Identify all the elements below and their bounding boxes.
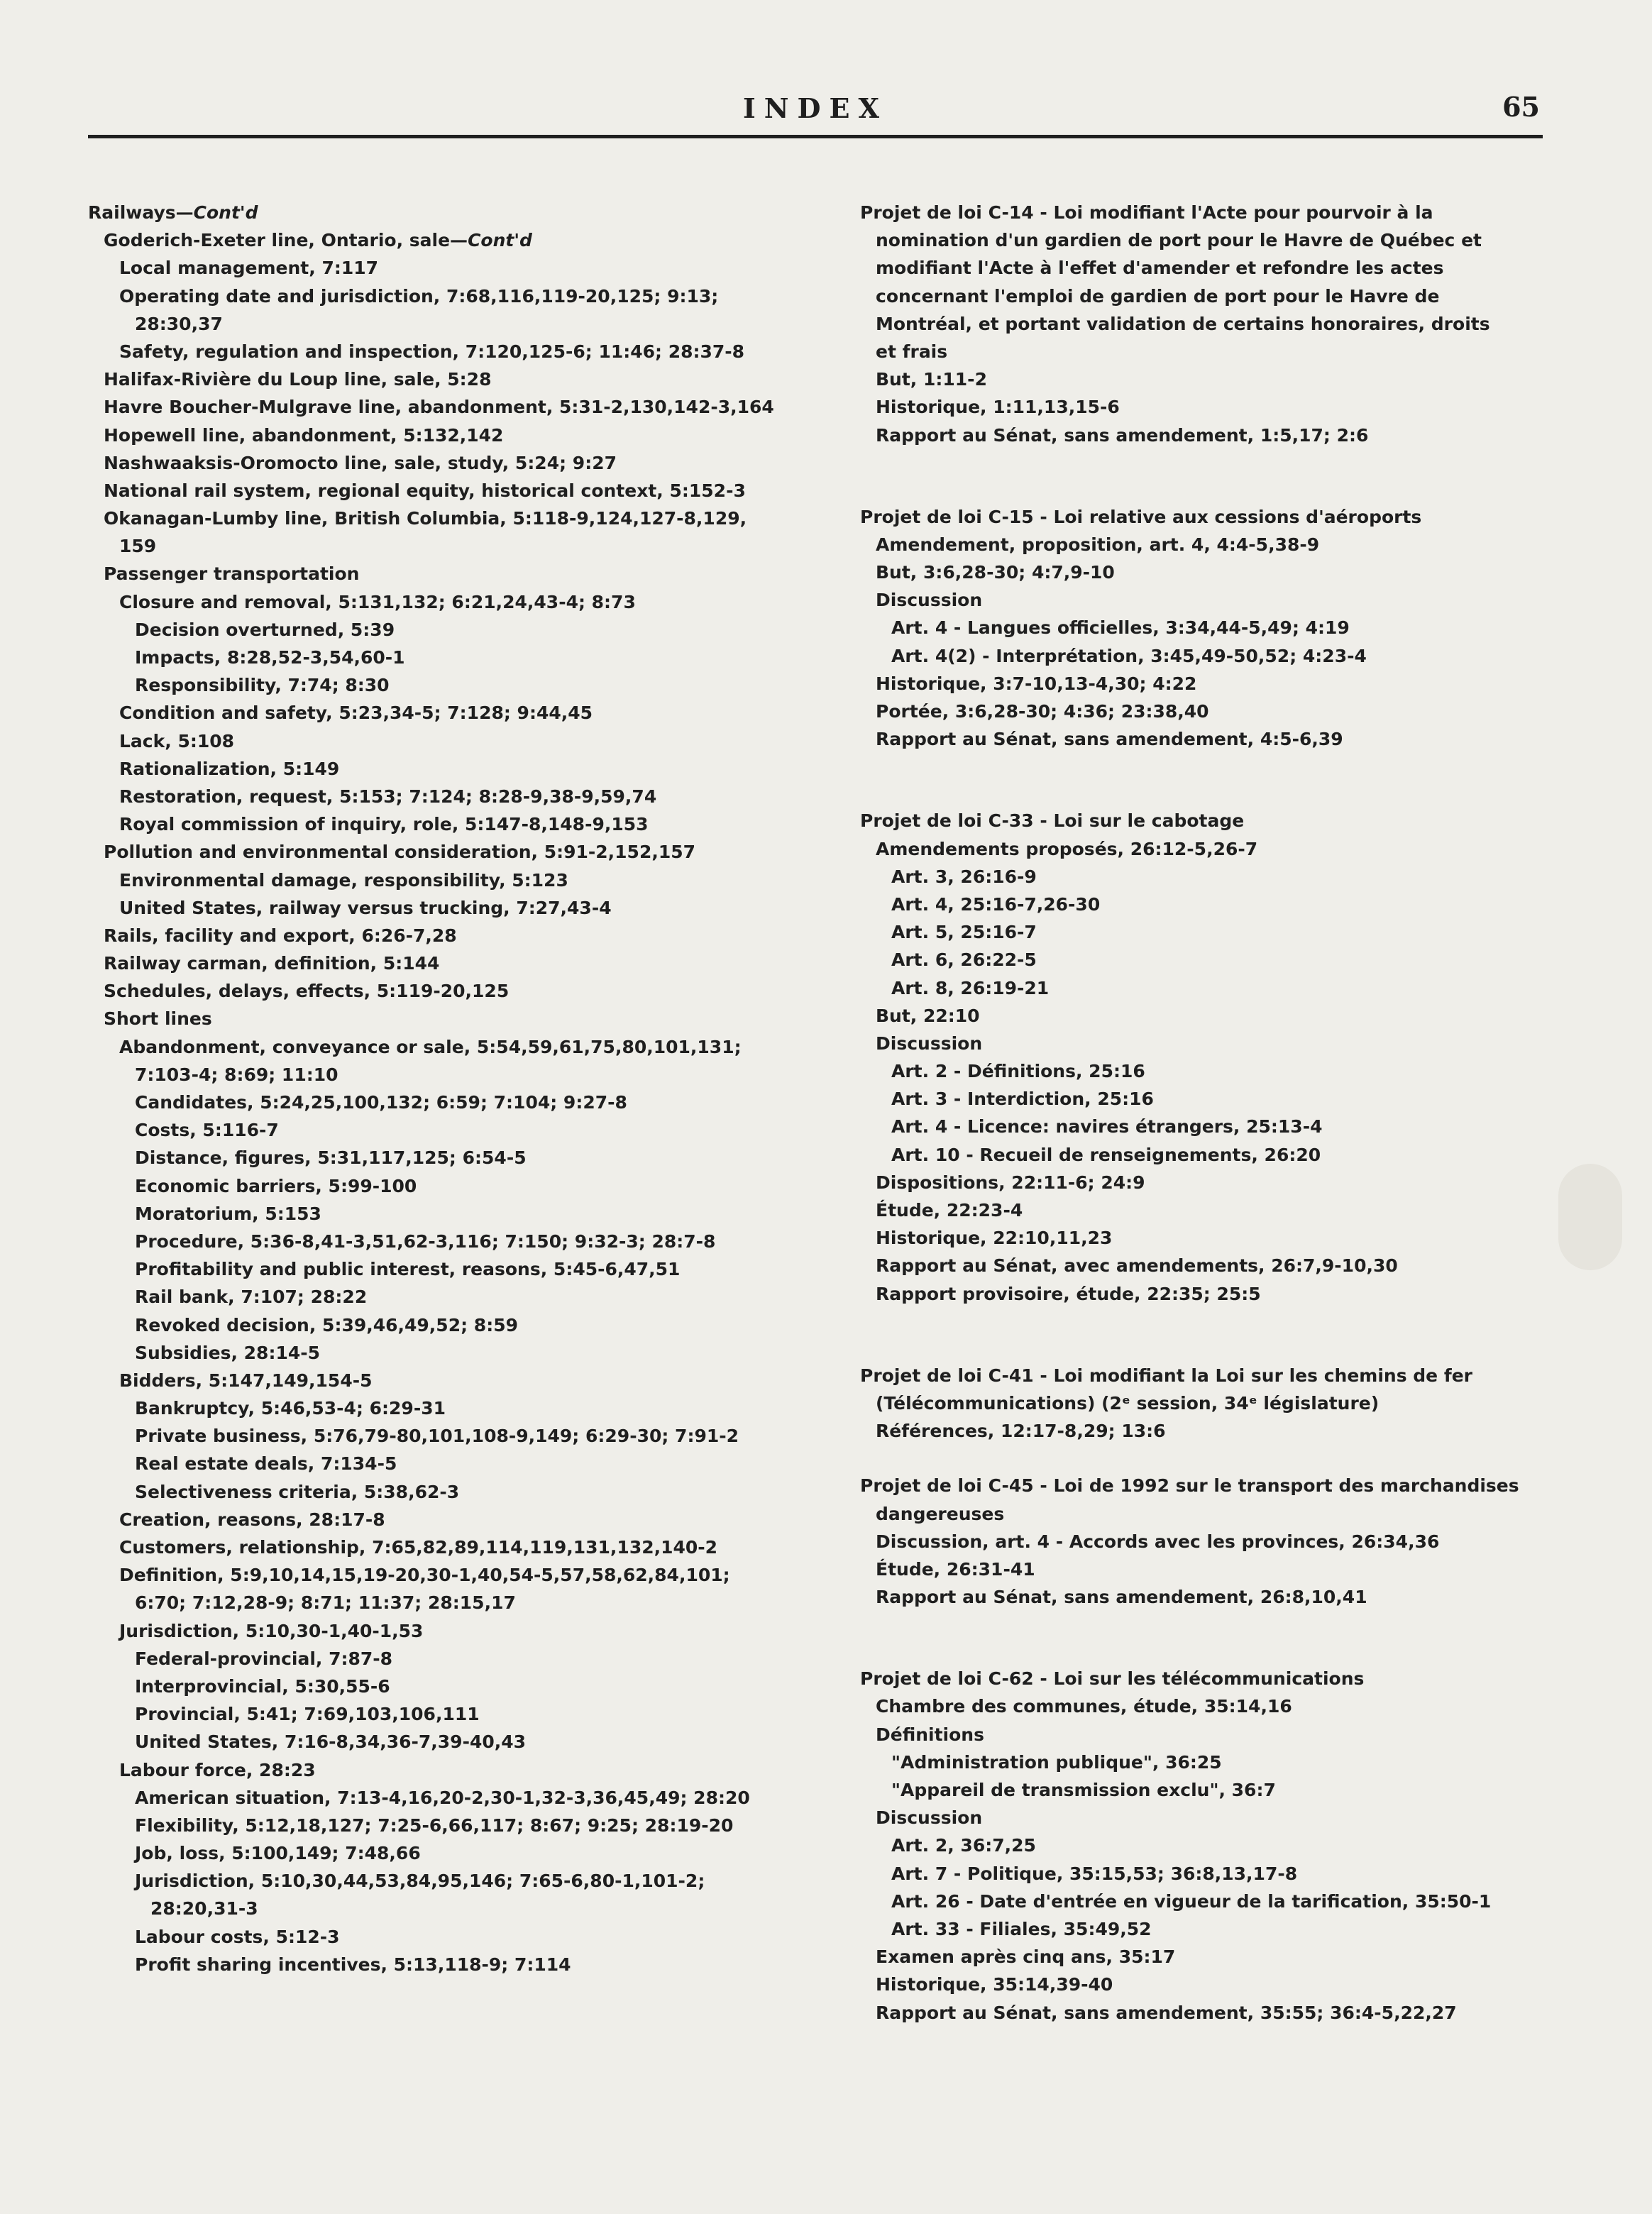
index-entry: "Appareil de transmission exclu", 36:7: [891, 1780, 1276, 1800]
index-entry-part: Railways—: [88, 202, 194, 223]
index-entry: Labour costs, 5:12-3: [135, 1926, 340, 1947]
index-entry: United States, railway versus trucking, 7:27,43-4: [119, 897, 612, 918]
index-heading-line: Projet de loi C-33 - Loi sur le cabotage: [860, 810, 1245, 832]
index-entry: Moratorium, 5:153: [135, 1203, 321, 1224]
index-entry: Art. 4 - Langues officielles, 3:34,44-5,49; 4:19: [891, 617, 1350, 639]
index-entry: Références, 12:17-8,29; 13:6: [876, 1421, 1166, 1442]
index-entry: Bidders, 5:147,149,154-5: [119, 1370, 373, 1391]
page-header: [88, 87, 1543, 136]
index-heading-line: Projet de loi C-15 - Loi relative aux cessions d'aéroports: [860, 506, 1422, 527]
index-entry: Customers, relationship, 7:65,82,89,114,119,131,132,140-2: [119, 1537, 718, 1558]
index-entry: Art. 4(2) - Interprétation, 3:45,49-50,52; 4:23-4: [891, 645, 1367, 666]
index-entry: Art. 7 - Politique, 35:15,53; 36:8,13,17-8: [891, 1863, 1298, 1884]
index-entry: Halifax-Rivière du Loup line, sale, 5:28: [104, 369, 492, 390]
index-entry: Art. 26 - Date d'entrée en vigueur de la tarification, 35:50-1: [891, 1890, 1492, 1912]
index-heading-line: Projet de loi C-45 - Loi de 1992 sur le transport des marchandises: [860, 1475, 1519, 1497]
index-entry: Examen après cinq ans, 35:17: [876, 1946, 1176, 1968]
index-entry: Provincial, 5:41; 7:69,103,106,111: [135, 1704, 480, 1725]
index-entry: Rapport au Sénat, sans amendement, 26:8,10,41: [876, 1587, 1367, 1608]
index-heading-line: Projet de loi C-62 - Loi sur les télécommunications: [860, 1668, 1365, 1690]
paper-stain: [1558, 1164, 1622, 1270]
header-rule: [88, 135, 1543, 138]
index-entry: But, 22:10: [876, 1005, 980, 1026]
index-entry: Chambre des communes, étude, 35:14,16: [876, 1696, 1292, 1717]
index-entry: [88, 199, 805, 226]
index-entry: Creation, reasons, 28:17-8: [119, 1509, 385, 1530]
index-entry: Interprovincial, 5:30,55-6: [135, 1675, 390, 1697]
index-heading-line: Montréal, et portant validation de certains honoraires, droits: [876, 313, 1490, 334]
index-entry: Discussion, art. 4 - Accords avec les provinces, 26:34,36: [876, 1531, 1440, 1552]
index-entry: Closure and removal, 5:131,132; 6:21,24,43-4; 8:73: [119, 591, 636, 612]
index-entry: Impacts, 8:28,52-3,54,60-1: [135, 647, 405, 668]
index-entry: Environmental damage, responsibility, 5:123: [119, 869, 568, 891]
index-entry: Étude, 26:31-41: [876, 1558, 1035, 1580]
index-entry: Real estate deals, 7:134-5: [135, 1453, 397, 1475]
index-entry: Art. 5, 25:16-7: [891, 922, 1037, 943]
index-entry: But, 1:11-2: [876, 369, 987, 390]
index-entry: Jurisdiction, 5:10,30,44,53,84,95,146; 7:65-6,80-1,101-2;: [135, 1871, 705, 1892]
index-entry: Rapport au Sénat, avec amendements, 26:7,9-10,30: [876, 1255, 1398, 1277]
index-entry: Passenger transportation: [104, 563, 360, 585]
index-entry: Selectiveness criteria, 5:38,62-3: [135, 1481, 460, 1502]
index-entry: Art. 10 - Recueil de renseignements, 26:20: [891, 1144, 1321, 1165]
index-entry: Bankruptcy, 5:46,53-4; 6:29-31: [135, 1398, 446, 1419]
index-entry: Condition and safety, 5:23,34-5; 7:128; 9:44,45: [119, 703, 593, 724]
index-entry: Definition, 5:9,10,14,15,19-20,30-1,40,54-5,57,58,62,84,101;: [119, 1565, 730, 1586]
index-entry: Rapport au Sénat, sans amendement, 4:5-6,39: [876, 729, 1343, 750]
index-entry: Art. 6, 26:22-5: [891, 949, 1037, 971]
right-column: [860, 199, 1541, 2027]
index-entry: Portée, 3:6,28-30; 4:36; 23:38,40: [876, 701, 1209, 722]
index-entry: Rapport au Sénat, sans amendement, 35:55; 36:4-5,22,27: [876, 2002, 1457, 2023]
index-entry: Discussion: [876, 590, 983, 611]
page-title: INDEX: [743, 92, 888, 124]
index-entry: "Administration publique", 36:25: [891, 1751, 1222, 1773]
index-entry: Amendements proposés, 26:12-5,26-7: [876, 838, 1258, 859]
index-entry: Discussion: [876, 1807, 983, 1829]
index-entry: Historique, 22:10,11,23: [876, 1228, 1113, 1249]
index-entry: Rationalization, 5:149: [119, 758, 340, 779]
index-heading-line: modifiant l'Acte à l'effet d'amender et refondre les actes: [876, 258, 1444, 279]
index-entry: Rails, facility and export, 6:26-7,28: [104, 925, 457, 946]
index-entry: 6:70; 7:12,28-9; 8:71; 11:37; 28:15,17: [135, 1592, 516, 1614]
index-entry: Art. 2, 36:7,25: [891, 1835, 1036, 1856]
index-entry: Art. 3, 26:16-9: [891, 866, 1037, 887]
index-entry: Art. 8, 26:19-21: [891, 977, 1050, 998]
index-entry: National rail system, regional equity, historical context, 5:152-3: [104, 480, 746, 501]
index-entry: Étude, 22:23-4: [876, 1200, 1023, 1221]
section-gap: [860, 753, 1541, 807]
index-entry: United States, 7:16-8,34,36-7,39-40,43: [135, 1731, 527, 1753]
index-entry: Procedure, 5:36-8,41-3,51,62-3,116; 7:150; 9:32-3; 28:7-8: [135, 1230, 716, 1252]
index-entry: [88, 226, 805, 254]
index-entry: 159: [119, 536, 157, 557]
index-entry: Royal commission of inquiry, role, 5:147-8,148-9,153: [119, 814, 649, 835]
index-entry: Art. 3 - Interdiction, 25:16: [891, 1089, 1154, 1110]
index-entry: Decision overturned, 5:39: [135, 619, 395, 640]
section-gap: [860, 449, 1541, 503]
index-entry: Art. 2 - Définitions, 25:16: [891, 1061, 1145, 1082]
index-entry: Jurisdiction, 5:10,30-1,40-1,53: [119, 1620, 424, 1641]
index-entry: Nashwaaksis-Oromocto line, sale, study, 5:24; 9:27: [104, 452, 617, 473]
index-entry: 28:30,37: [135, 313, 223, 334]
index-heading-line: Projet de loi C-14 - Loi modifiant l'Acte pour pourvoir à la: [860, 202, 1433, 223]
index-entry: Lack, 5:108: [119, 730, 235, 751]
index-entry: Définitions: [876, 1724, 984, 1745]
page-number: 65: [1502, 91, 1540, 123]
index-entry: Responsibility, 7:74; 8:30: [135, 675, 390, 696]
section-gap: [860, 1611, 1541, 1665]
index-entry: Rapport au Sénat, sans amendement, 1:5,17; 2:6: [876, 424, 1369, 446]
index-entry: Private business, 5:76,79-80,101,108-9,149; 6:29-30; 7:91-2: [135, 1426, 739, 1447]
index-heading-line: concernant l'emploi de gardien de port pour le Havre de: [876, 285, 1440, 307]
index-entry-part: Cont'd: [193, 202, 258, 223]
left-column: [88, 199, 805, 1978]
index-entry: American situation, 7:13-4,16,20-2,30-1,32-3,36,45,49; 28:20: [135, 1787, 750, 1808]
index-entry: Pollution and environmental consideration, 5:91-2,152,157: [104, 842, 696, 863]
index-entry: Restoration, request, 5:153; 7:124; 8:28-9,38-9,59,74: [119, 786, 657, 807]
index-entry: Safety, regulation and inspection, 7:120,125-6; 11:46; 28:37-8: [119, 341, 745, 362]
index-heading-line: Projet de loi C-41 - Loi modifiant la Loi sur les chemins de fer: [860, 1365, 1473, 1386]
index-entry: Amendement, proposition, art. 4, 4:4-5,38-9: [876, 534, 1320, 555]
index-entry: Historique, 1:11,13,15-6: [876, 397, 1120, 418]
section-gap: [860, 1445, 1541, 1472]
index-entry: Dispositions, 22:11-6; 24:9: [876, 1172, 1145, 1193]
index-entry: Operating date and jurisdiction, 7:68,116,119-20,125; 9:13;: [119, 285, 719, 307]
index-heading-line: dangereuses: [876, 1503, 1005, 1524]
index-entry: Rail bank, 7:107; 28:22: [135, 1287, 368, 1308]
index-entry: Railway carman, definition, 5:144: [104, 953, 440, 974]
index-entry: Discussion: [876, 1032, 983, 1054]
index-entry: Revoked decision, 5:39,46,49,52; 8:59: [135, 1314, 518, 1335]
index-entry: Art. 33 - Filiales, 35:49,52: [891, 1918, 1152, 1939]
index-entry: Havre Boucher-Mulgrave line, abandonment, 5:31-2,130,142-3,164: [104, 397, 774, 418]
index-entry: Job, loss, 5:100,149; 7:48,66: [135, 1843, 421, 1864]
index-entry: Hopewell line, abandonment, 5:132,142: [104, 424, 504, 446]
index-entry: Okanagan-Lumby line, British Columbia, 5:118-9,124,127-8,129,: [104, 508, 747, 529]
index-entry: Distance, figures, 5:31,117,125; 6:54-5: [135, 1147, 527, 1169]
index-entry: Abandonment, conveyance or sale, 5:54,59,61,75,80,101,131;: [119, 1036, 742, 1057]
index-entry: Costs, 5:116-7: [135, 1120, 279, 1141]
index-entry: Economic barriers, 5:99-100: [135, 1175, 417, 1196]
index-entry: Historique, 3:7-10,13-4,30; 4:22: [876, 673, 1197, 694]
index-entry-part: Goderich-Exeter line, Ontario, sale—: [104, 230, 468, 251]
index-entry: Art. 4 - Licence: navires étrangers, 25:13-4: [891, 1116, 1323, 1138]
index-entry: Profitability and public interest, reasons, 5:45-6,47,51: [135, 1259, 681, 1280]
index-entry: Labour force, 28:23: [119, 1759, 316, 1780]
index-heading-line: et frais: [876, 341, 948, 362]
index-entry: Flexibility, 5:12,18,127; 7:25-6,66,117; 8:67; 9:25; 28:19-20: [135, 1814, 734, 1836]
index-entry: Art. 4, 25:16-7,26-30: [891, 893, 1101, 915]
index-heading-line: (Télécommunications) (2ᵉ session, 34ᵉ législature): [876, 1392, 1380, 1414]
index-entry: But, 3:6,28-30; 4:7,9-10: [876, 562, 1115, 583]
index-entry: Profit sharing incentives, 5:13,118-9; 7:114: [135, 1954, 571, 1975]
index-entry: Rapport provisoire, étude, 22:35; 25:5: [876, 1283, 1261, 1304]
index-entry: Candidates, 5:24,25,100,132; 6:59; 7:104; 9:27-8: [135, 1092, 627, 1113]
index-entry: Local management, 7:117: [119, 258, 379, 279]
index-entry: Subsidies, 28:14-5: [135, 1342, 320, 1363]
index-entry: 7:103-4; 8:69; 11:10: [135, 1064, 338, 1085]
index-entry: Short lines: [104, 1008, 212, 1030]
index-entry: 28:20,31-3: [150, 1898, 258, 1920]
index-entry: Historique, 35:14,39-40: [876, 1974, 1113, 1995]
section-gap: [860, 1308, 1541, 1362]
index-entry-part: Cont'd: [468, 230, 532, 251]
index-entry: Federal-provincial, 7:87-8: [135, 1648, 393, 1669]
index-entry: Schedules, delays, effects, 5:119-20,125: [104, 981, 510, 1002]
index-heading-line: nomination d'un gardien de port pour le Havre de Québec et: [876, 230, 1482, 251]
